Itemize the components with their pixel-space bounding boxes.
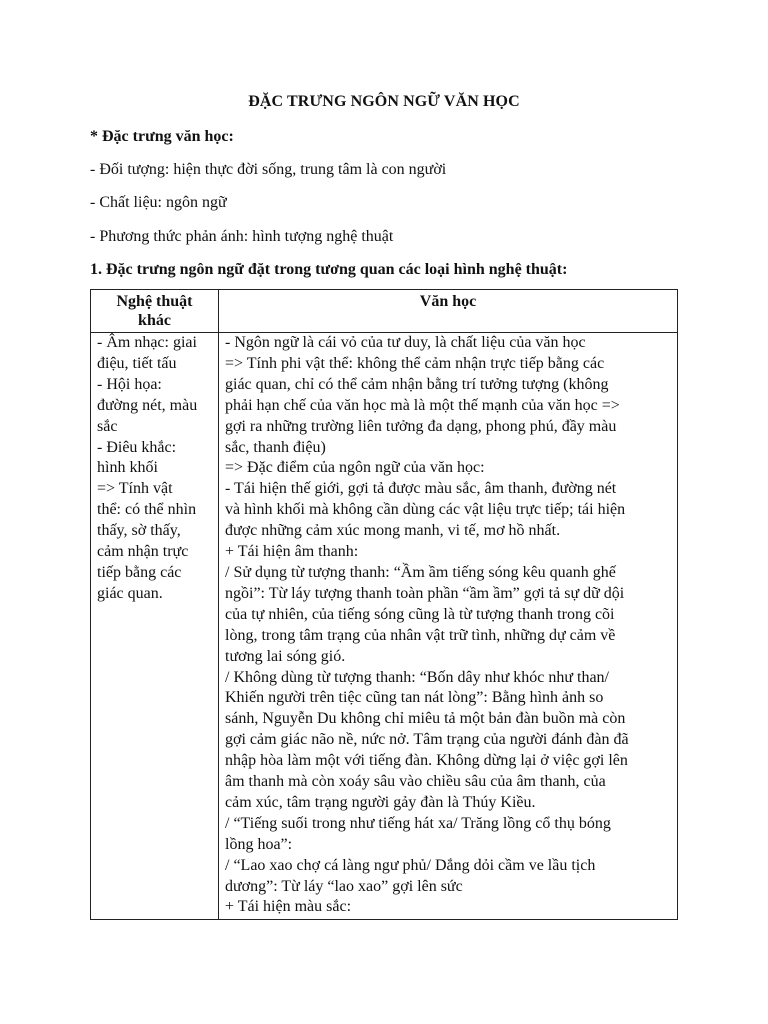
right-line: + Tái hiện âm thanh: xyxy=(225,543,359,561)
left-line: thấy, sờ thấy, xyxy=(97,522,181,540)
bullet-material: - Chất liệu: ngôn ngữ xyxy=(90,194,227,211)
right-line: + Tái hiện màu sắc: xyxy=(225,898,352,916)
left-line: sắc xyxy=(97,417,118,435)
right-line: gợi cảm giác não nề, nức nở. Tâm trạng của người đánh đàn đã xyxy=(225,731,629,749)
right-line: ngồi”: Từ láy tượng thanh toàn phần “ầm ầm” gợi tả sự dữ dội xyxy=(225,584,625,602)
left-line: hình khối xyxy=(97,459,158,477)
right-line: nhập hòa làm một với tiếng đàn. Không dừng lại ở việc gợi lên xyxy=(225,752,628,770)
right-line: - Ngôn ngữ là cái vỏ của tư duy, là chất liệu của văn học xyxy=(225,334,586,351)
left-line: - Điêu khắc: xyxy=(97,438,177,456)
bullet-object: - Đối tượng: hiện thực đời sống, trung tâm là con người xyxy=(90,161,447,178)
header-literature: Văn học xyxy=(219,290,678,333)
table-header-row xyxy=(91,290,678,333)
left-line: điệu, tiết tấu xyxy=(97,354,177,372)
right-line: dương”: Từ láy “lao xao” gợi lên sức xyxy=(225,877,463,895)
document-title: ĐẶC TRƯNG NGÔN NGỮ VĂN HỌC xyxy=(248,93,520,110)
right-line: giác quan, chỉ có thể cảm nhận bằng trí tưởng tượng (không xyxy=(225,375,609,393)
left-line: - Hội họa: xyxy=(97,375,162,393)
other-arts-cell xyxy=(91,333,219,920)
right-line: / Sử dụng từ tượng thanh: “Ầm ầm tiếng sóng kêu quanh ghế xyxy=(225,563,616,581)
subheading: 1. Đặc trưng ngôn ngữ đặt trong tương quan các loại hình nghệ thuật: xyxy=(90,261,568,278)
left-line: => Tính vật xyxy=(97,480,173,498)
right-line: gợi ra những trường liên tưởng đa dạng, phong phú, đầy màu xyxy=(225,417,617,435)
bullet-method: - Phương thức phản ánh: hình tượng nghệ thuật xyxy=(90,228,394,245)
table-body-row xyxy=(91,333,678,920)
right-line: âm thanh mà còn xoáy sâu vào chiều sâu của âm thanh, của xyxy=(225,773,606,791)
left-line: đường nét, màu xyxy=(97,396,198,414)
right-line: => Tính phi vật thể: không thể cảm nhận trực tiếp bằng các xyxy=(225,354,605,372)
right-line: của tự nhiên, của tiếng sóng cũng là từ tượng thanh trong cõi xyxy=(225,605,615,623)
right-line: lồng hoa”: xyxy=(225,835,293,853)
right-line: => Đặc điểm của ngôn ngữ của văn học: xyxy=(225,459,485,477)
right-line: tương lai sóng gió. xyxy=(225,647,346,665)
right-line: sắc, thanh điệu) xyxy=(225,438,326,456)
right-line: cảm xúc, tâm trạng người gảy đàn là Thúy Kiều. xyxy=(225,793,536,811)
right-line: Khiến người trên tiệc cũng tan nát lòng”: Bằng hình ảnh so xyxy=(225,689,604,707)
right-line: - Tái hiện thế giới, gợi tả được màu sắc, âm thanh, đường nét xyxy=(225,480,617,498)
right-line: được những cảm xúc mong manh, vi tế, mơ hồ nhất. xyxy=(225,522,561,540)
section-heading: * Đặc trưng văn học: xyxy=(90,128,234,145)
right-line: / “Tiếng suối trong như tiếng hát xa/ Trăng lồng cổ thụ bóng xyxy=(225,814,611,832)
left-line: giác quan. xyxy=(97,584,163,602)
left-line: - Âm nhạc: giai xyxy=(97,334,197,351)
comparison-table xyxy=(90,289,678,920)
right-line: sánh, Nguyễn Du không chỉ miêu tả một bản đàn buồn mà còn xyxy=(225,710,626,728)
literature-cell xyxy=(219,333,678,920)
left-line: cảm nhận trực xyxy=(97,543,189,561)
left-line: thể: có thể nhìn xyxy=(97,501,197,519)
right-line: / Không dùng từ tượng thanh: “Bốn dây như khóc như than/ xyxy=(225,668,609,686)
right-line: lòng, trong tâm trạng của nhân vật trữ tình, những dự cảm về xyxy=(225,626,616,644)
right-line: phải hạn chế của văn học mà là một thế mạnh của văn học => xyxy=(225,396,620,414)
header-other-arts xyxy=(91,290,219,333)
left-line: tiếp bằng các xyxy=(97,563,182,581)
header-left-line: khác xyxy=(138,312,171,329)
right-line: và hình khối mà không cần dùng các vật liệu trực tiếp; tái hiện xyxy=(225,501,626,519)
right-line: / “Lao xao chợ cá làng ngư phủ/ Dắng dỏi cầm ve lầu tịch xyxy=(225,856,596,874)
header-left-line: Nghệ thuật xyxy=(116,293,193,310)
